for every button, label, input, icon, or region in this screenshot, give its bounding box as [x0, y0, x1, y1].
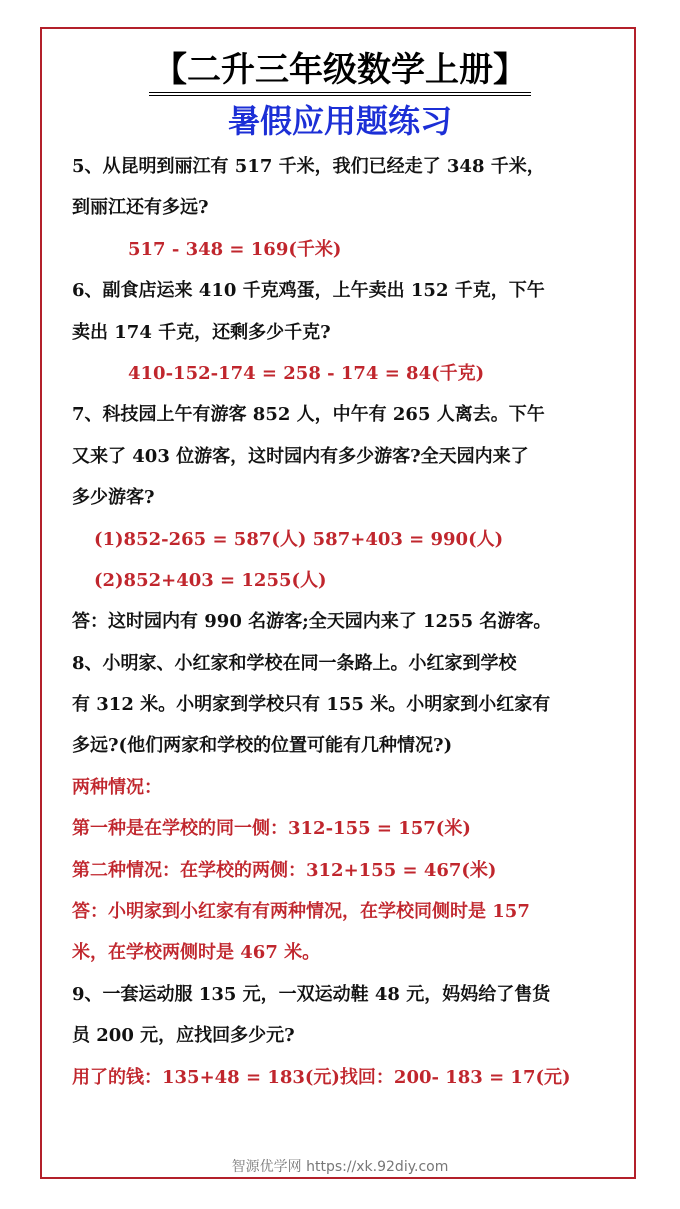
answer-5: 517 - 348 = 169(千米)	[128, 238, 342, 260]
exercise-content	[72, 146, 612, 1098]
page-subtitle: 暑假应用题练习	[227, 102, 452, 140]
answer-7-step-2: (2)852+403 = 1255(人)	[94, 569, 327, 591]
watermark-footer: 智源优学网 https://xk.92diy.com	[231, 1159, 449, 1175]
question-6-line-1: 6、副食店运来 410 千克鸡蛋，上午卖出 152 千克，下午	[72, 280, 545, 302]
question-5-line-2: 到丽江还有多远?	[72, 197, 209, 219]
question-8-line-1: 8、小明家、小红家和学校在同一条路上。小红家到学校	[72, 652, 517, 674]
question-7-line-1: 7、科技园上午有游客 852 人，中午有 265 人离去。下午	[72, 404, 545, 426]
question-7-line-2: 又来了 403 位游客，这时园内有多少游客?全天园内来了	[72, 445, 529, 467]
question-5-line-1: 5、从昆明到丽江有 517 千米，我们已经走了 348 千米，	[72, 156, 545, 177]
answer-8-case-1: 第一种是在学校的同一侧：312-155 = 157(米)	[72, 818, 471, 840]
page-title: 【二升三年级数学上册】	[0, 48, 680, 96]
question-7-line-3: 多少游客?	[72, 487, 155, 509]
question-6-line-2: 卖出 174 千克，还剩多少千克?	[72, 321, 331, 343]
answer-6: 410-152-174 = 258 - 174 = 84(千克)	[128, 362, 485, 384]
answer-7-conclusion: 答：这时园内有 990 名游客;全天园内来了 1255 名游客。	[72, 611, 552, 633]
question-8-line-3: 多远?(他们两家和学校的位置可能有几种情况?)	[72, 735, 453, 757]
answer-8-heading: 两种情况：	[72, 776, 162, 798]
question-9-line-2: 员 200 元，应找回多少元?	[72, 1025, 295, 1047]
answer-8-case-2: 第二种情况：在学校的两侧：312+155 = 467(米)	[72, 859, 497, 881]
answer-8-conclusion-1: 答：小明家到小红家有有两种情况，在学校同侧时是 157	[72, 901, 530, 923]
answer-9: 用了的钱：135+48 = 183(元)找回：200- 183 = 17(元)	[72, 1066, 571, 1088]
answer-8-conclusion-2: 米，在学校两侧时是 467 米。	[72, 942, 321, 964]
answer-7-step-1: (1)852-265 = 587(人) 587+403 = 990(人)	[94, 528, 504, 550]
question-8-line-2: 有 312 米。小明家到学校只有 155 米。小明家到小红家有	[72, 694, 551, 716]
question-9-line-1: 9、一套运动服 135 元，一双运动鞋 48 元，妈妈给了售货	[72, 983, 551, 1005]
